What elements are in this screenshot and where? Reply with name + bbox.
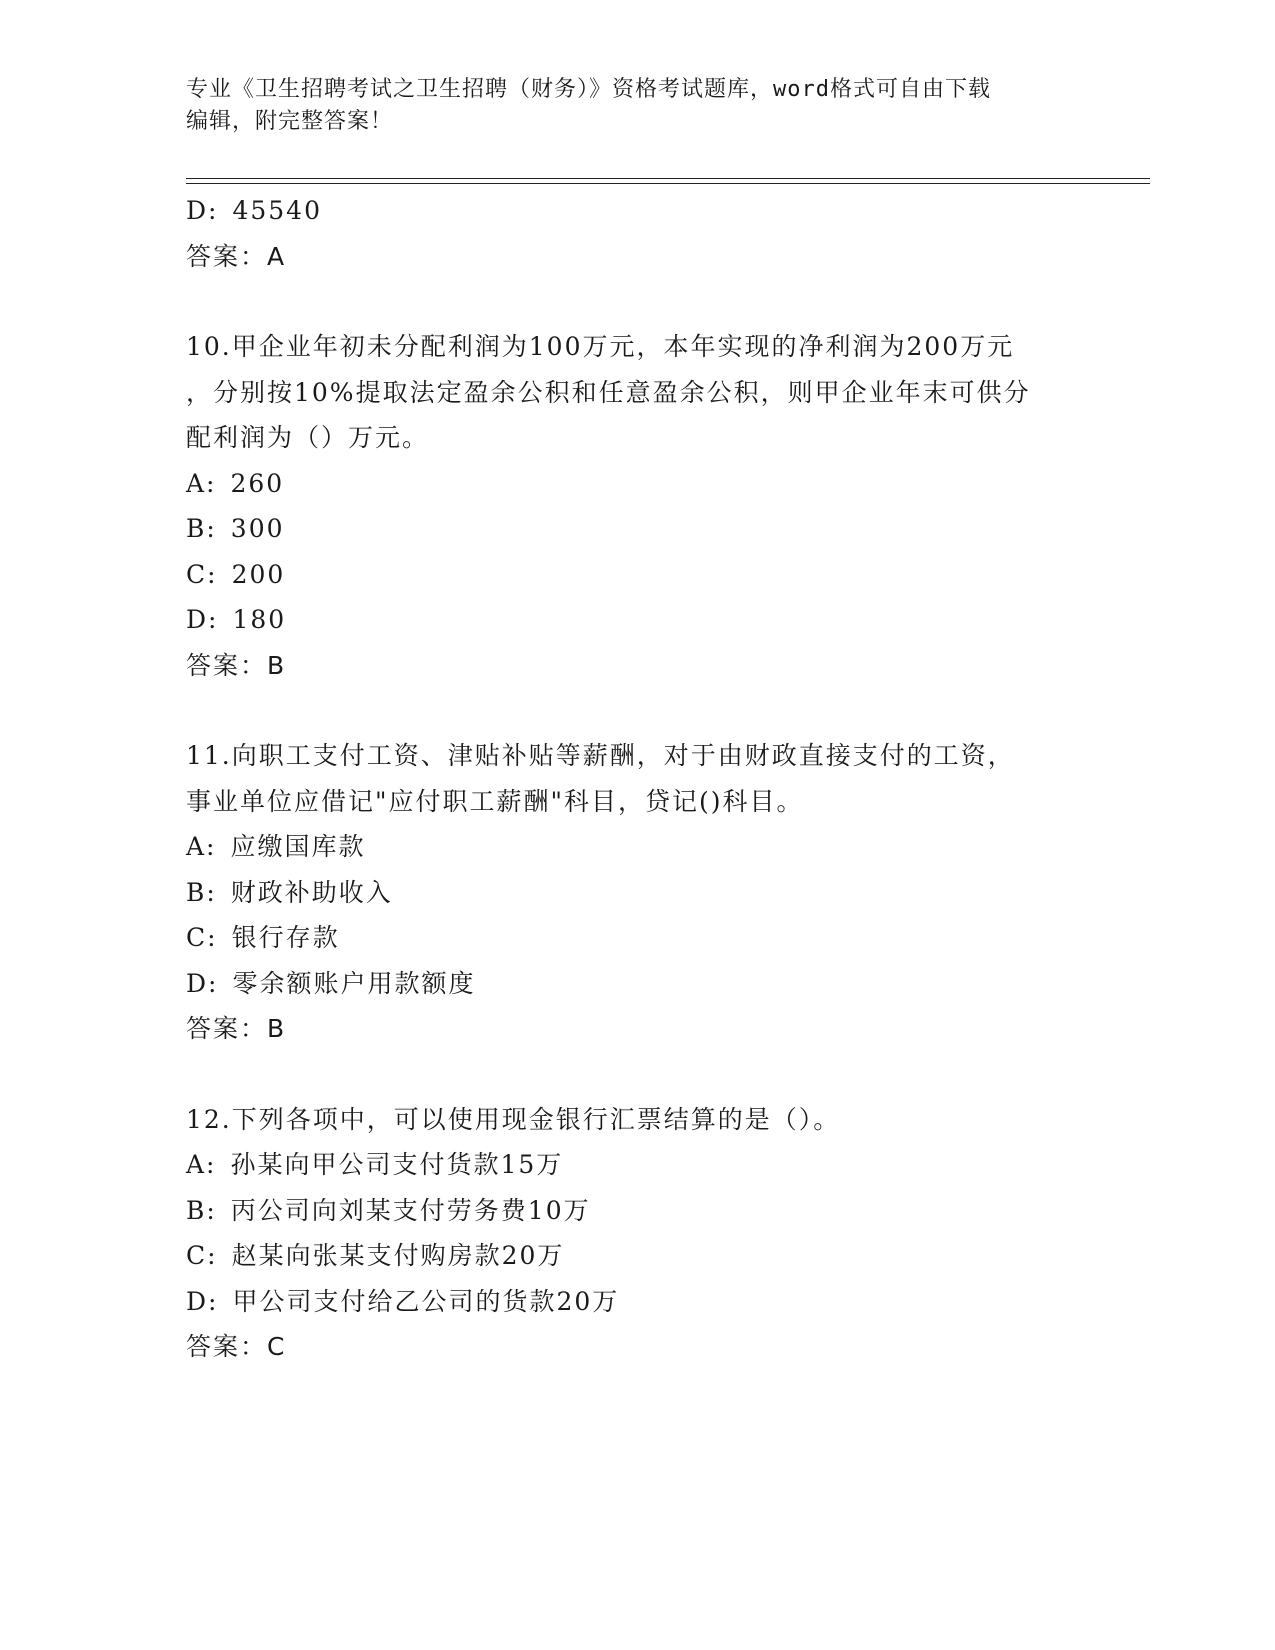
question-text-line: 事业单位应借记"应付职工薪酬"科目，贷记()科目。 [186,786,804,816]
option-text: 银行存款 [231,923,340,952]
question-text-line: ，分别按10%提取法定盈余公积和任意盈余公积，则甲企业年末可供分 [186,377,1031,407]
answer-line: 答案：A [186,241,287,271]
option-text: 180 [232,605,287,634]
option-text: 赵某向张某支付购房款20万 [231,1241,565,1270]
answer-line: 答案：C [186,1332,287,1361]
option-c [186,1233,1086,1279]
option-label: C: [186,559,218,589]
option-label: B: [186,514,217,543]
option-d [186,1279,1086,1325]
option-label: D: [186,968,219,998]
header-line-1: 专业《卫生招聘考试之卫生招聘（财务）》资格考试题库，word格式可自由下载 [186,77,991,102]
question-block [186,733,1086,1052]
option-label: C: [186,923,218,952]
option-text: 孙某向甲公司支付货款15万 [230,1150,564,1179]
option-label: D: [186,605,219,634]
option-label: A: [186,468,217,498]
question-text-line: 11.向职工支付工资、津贴补贴等薪酬，对于由财政直接支付的工资， [186,741,1015,770]
question-block [186,324,1086,688]
option-text: 45540 [232,196,322,225]
answer-line: 答案：B [186,650,287,680]
option-label: C: [186,1241,218,1270]
option-d [186,597,1086,643]
option-d [186,188,1086,234]
question-content [186,188,1086,1370]
answer-line: 答案：B [186,1014,287,1043]
option-d [186,961,1086,1007]
option-text: 200 [231,559,286,589]
option-a [186,1142,1086,1188]
spacer [186,1052,1086,1097]
option-b [186,506,1086,552]
question-text-line: 配利润为（）万元。 [186,423,430,452]
option-text: 财政补助收入 [230,877,393,907]
spacer [186,688,1086,733]
option-label: D: [186,196,219,225]
question-block [186,1097,1086,1370]
header-divider-top [186,178,1150,179]
option-label: A: [186,1150,217,1179]
option-text: 甲公司支付给乙公司的货款20万 [232,1286,620,1316]
option-b [186,1188,1086,1234]
header-divider-bottom [186,183,1150,184]
option-b [186,870,1086,916]
option-text: 应缴国库款 [230,832,366,861]
option-a [186,461,1086,507]
option-text: 300 [230,514,285,543]
question-text-line: 10.甲企业年初未分配利润为100万元，本年实现的净利润为200万元 [186,332,1015,361]
option-text: 零余额账户用款额度 [232,968,476,998]
option-label: A: [186,832,217,861]
header-line-2: 编辑，附完整答案！ [186,109,394,134]
spacer [186,279,1086,324]
option-label: D: [186,1286,219,1316]
option-c [186,552,1086,598]
option-label: B: [186,877,217,907]
option-a [186,824,1086,870]
option-text: 260 [230,468,285,498]
question-text-line: 12.下列各项中，可以使用现金银行汇票结算的是（）。 [186,1104,841,1134]
option-text: 丙公司向刘某支付劳务费10万 [230,1195,591,1225]
option-label: B: [186,1195,217,1225]
document-header [186,74,1086,138]
option-c [186,915,1086,961]
